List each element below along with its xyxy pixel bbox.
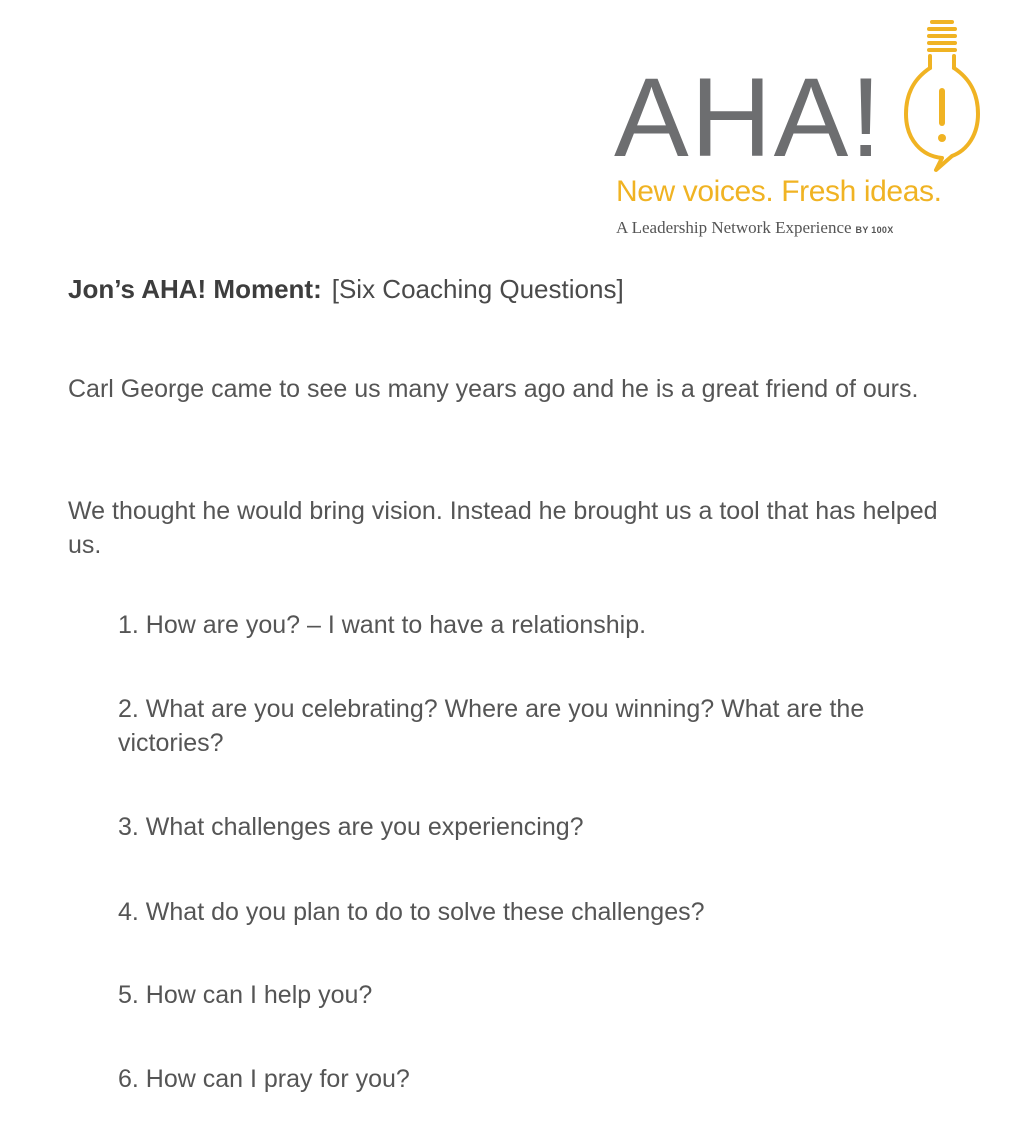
question-item-6: 6. How can I pray for you? [118,1065,410,1093]
heading-subtitle: [Six Coaching Questions] [331,274,624,304]
logo-by-text: BY 100X [855,225,894,235]
logo-subline-text: A Leadership Network Experience [616,218,852,237]
question-item-3: 3. What challenges are you experiencing? [118,813,584,841]
page-heading [68,272,624,306]
logo-tagline: New voices. Fresh ideas. [616,175,942,208]
heading-title: Jon’s AHA! Moment: [68,274,322,304]
question-item-4: 4. What do you plan to do to solve these challenges? [118,898,705,926]
lightbulb-exclamation-icon [902,16,982,176]
paragraph-tool: We thought he would bring vision. Instead he brought us a tool that has helped us. [68,497,938,559]
question-item-2: 2. What are you celebrating? Where are you winning? What are the victories? [118,695,865,757]
logo-wordmark: AHA! [614,55,884,180]
logo-subline [616,218,894,240]
paragraph-intro: Carl George came to see us many years ago and he is a great friend of ours. [68,375,919,403]
question-item-5: 5. How can I help you? [118,981,373,1009]
question-item-1: 1. How are you? – I want to have a relationship. [118,611,647,639]
aha-logo [612,14,992,244]
